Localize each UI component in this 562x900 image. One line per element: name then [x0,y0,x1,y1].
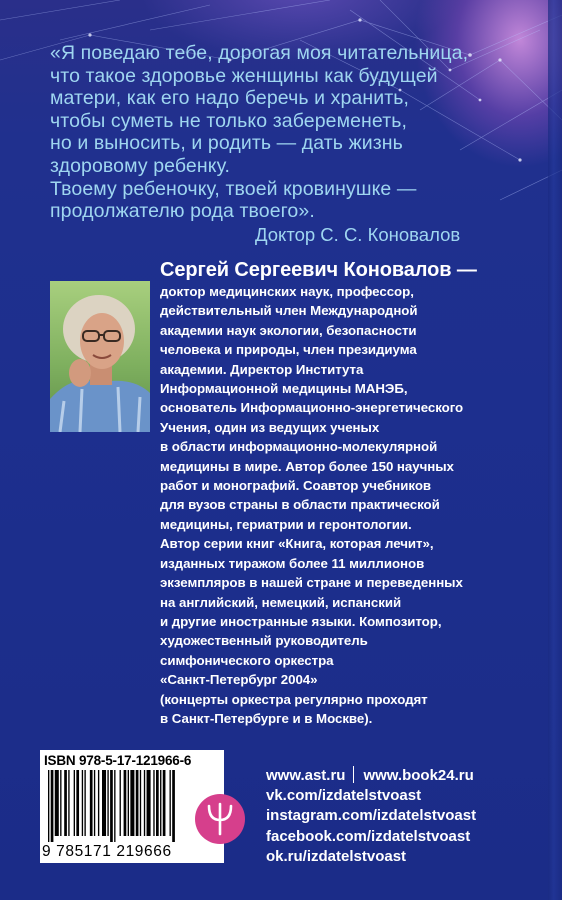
isbn-barcode-block [40,750,224,863]
barcode-bar [82,770,83,836]
bio-line: действительный член Международной [160,303,418,319]
link-ast[interactable]: www.ast.ru [266,767,346,784]
barcode-bar [107,770,108,836]
barcode-bar [120,770,121,836]
author-quote [50,42,530,223]
links-row-sites [266,766,476,786]
barcode-bar [64,770,67,836]
barcode-image [46,770,218,842]
publisher-links [266,766,476,867]
barcode-bar [170,770,171,836]
barcode-bar [94,770,95,836]
publisher-logo [195,794,245,844]
barcode-bar [110,770,113,842]
quote-line: здоровому ребенку. [50,154,231,177]
bio-line: изданных тиражом более 11 миллионов [160,555,425,571]
barcode-bar [68,770,69,836]
link-instagram[interactable]: instagram.com/izdatelstvoast [266,807,477,825]
quote-attribution: Доктор С. С. Коновалов [255,224,461,245]
author-biography [160,282,512,728]
bio-line: экземпляров в нашей стране и переведенных [160,575,463,591]
barcode-bar [128,770,129,836]
barcode-bar [156,770,159,836]
link-vk[interactable]: vk.com/izdatelstvoast [266,787,422,805]
divider [353,766,354,783]
quote-line: чтобы суметь не только забеременеть, [50,109,408,132]
bio-line: основатель Информационно-энергетического [160,400,464,416]
barcode-bar [140,770,141,836]
barcode-bar [163,770,166,836]
bio-line: в Санкт-Петербурге и в Москве). [160,710,373,726]
bio-line: доктор медицинских наук, профессор, [160,284,414,299]
barcode-bar [144,770,145,836]
bio-line: и другие иностранные языки. Композитор, [160,613,442,629]
barcode-bar [55,770,59,836]
bio-line: медицины в мире. Автор более 150 научных [160,458,454,474]
barcode-bar [147,770,151,836]
bio-line: (концерты оркестра регулярно проходят [160,691,428,707]
link-ok[interactable]: ok.ru/izdatelstvoast [266,847,407,865]
bio-line: Информационной медицины МАНЭБ, [160,381,408,397]
barcode-bar [160,770,161,836]
author-name: Сергей Сергеевич Коновалов — [160,259,477,281]
bio-line: медицины, гериатрии и геронтологии. [160,516,412,532]
link-facebook[interactable]: facebook.com/izdatelstvoast [266,827,471,845]
barcode-bar [130,770,134,836]
author-photo [50,281,150,432]
barcode-bar [153,770,154,836]
isbn-label: ISBN 978-5-17-121966-6 [44,753,192,768]
spine-edge [548,0,562,900]
bio-line: Автор серии книг «Книга, которая лечит», [160,536,434,552]
barcode-bar [98,770,99,836]
barcode-bar [74,770,75,836]
bio-line: «Санкт-Петербург 2004» [160,672,318,688]
barcode-bar [84,770,85,836]
bio-line: Учения, один из ведущих ученых [160,419,380,435]
barcode-bar [90,770,93,836]
bio-line: для вузов страны в области практической [160,497,440,513]
quote-line: но и выносить, и родить — дать жизнь [50,132,403,155]
bio-line: художественный руководитель [160,633,368,649]
bio-line: академии наук экологии, безопасности [160,322,417,338]
bio-line: в области информационно-молекулярной [160,439,438,455]
bio-line: на английский, немецкий, испанский [160,594,402,610]
quote-line: Твоему ребеночку, твоей кровинушке — [50,177,417,200]
bio-line: человека и природы, член президиума [160,342,417,358]
barcode-bar [102,770,106,836]
quote-line: продолжателю рода твоего». [50,200,315,223]
barcode-bar [114,770,115,842]
bio-line: академии. Директор Института [160,361,364,377]
barcode-bar [76,770,79,836]
quote-line: что такое здоровье женщины как будущей [50,64,438,87]
bio-line: симфонического оркестра [160,652,334,668]
isbn-digits: 9 785171 219666 [42,843,172,860]
quote-line: «Я поведаю тебе, дорогая моя читательница, [50,42,469,64]
link-book24[interactable]: www.book24.ru [363,767,474,784]
barcode-bar [124,770,127,836]
barcode-bar [172,770,175,842]
barcode-bar [51,770,54,842]
barcode-bar [136,770,139,836]
barcode-bar [48,770,49,842]
quote-line: матери, как его надо беречь и хранить, [50,87,410,110]
bio-line: работ и монографий. Соавтор учебников [160,478,432,494]
barcode-bar [60,770,61,836]
psi-icon [205,802,235,836]
